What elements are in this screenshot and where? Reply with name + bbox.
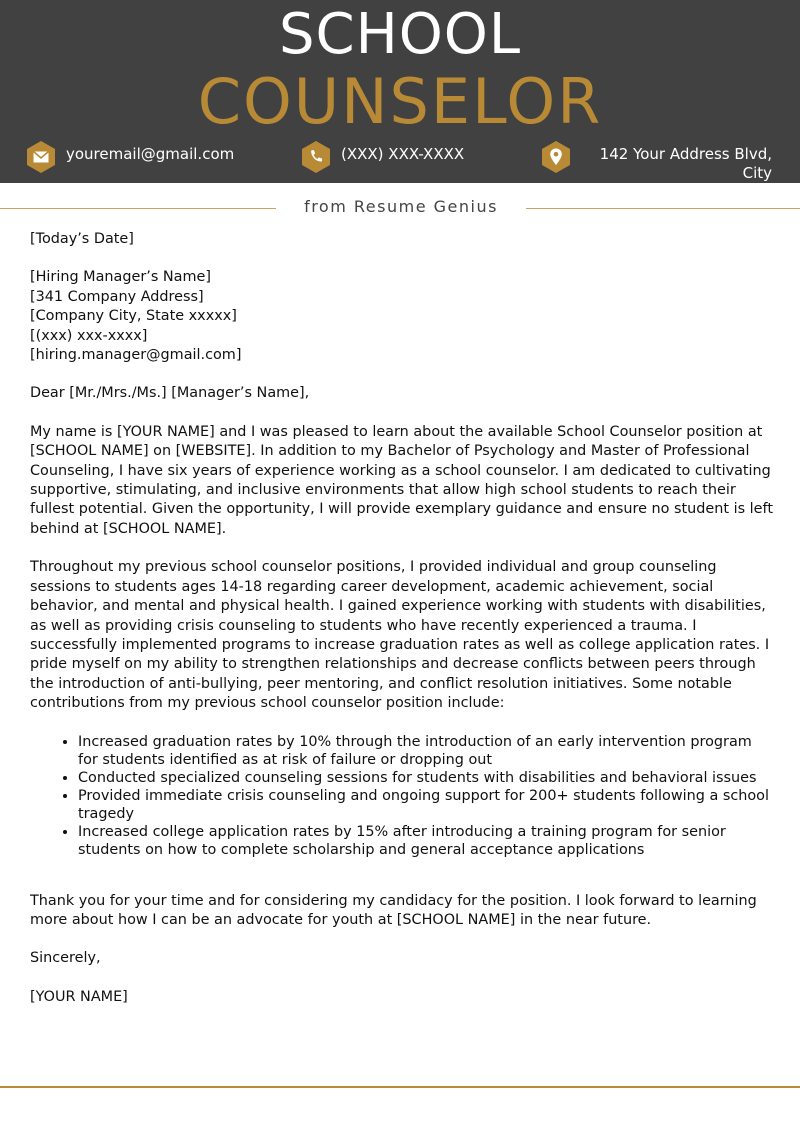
letter-body bbox=[30, 230, 775, 1007]
address-text bbox=[581, 140, 772, 202]
paragraph-experience: Throughout my previous school counselor positions, I provided individual and group counseling sessions to students ages 14-18 regarding career development, academic achievement, social behavior, and mental and physical health. I gained experience working with students with disabilities, as well as providing crisis counseling to students who have recently experienced a trauma. I successfully implemented programs to increase graduation rates as well as college application rates. I pride myself on my ability to strengthen relationships and decrease conflicts between peers through the introduction of anti-bullying, peer mentoring, and conflict resolution initiatives. Some notable contributions from my previous school counselor position include: bbox=[30, 559, 770, 712]
source-label: from Resume Genius bbox=[304, 197, 498, 216]
contact-email bbox=[26, 140, 234, 174]
name-title-line1: SCHOOL bbox=[278, 2, 522, 67]
phone-icon bbox=[301, 140, 331, 174]
header-banner bbox=[0, 0, 800, 201]
recipient-block bbox=[30, 268, 775, 365]
salutation: Dear [Mr./Mrs./Ms.] [Manager’s Name], bbox=[30, 385, 310, 402]
contact-phone bbox=[301, 140, 464, 174]
address-line2: Name, CA XXXXX bbox=[641, 183, 772, 201]
footer-rule bbox=[0, 1086, 800, 1088]
name-title-line2: COUNSELOR bbox=[197, 65, 603, 138]
list-item: • Increased college application rates by 15% after introducing a training program for senior students on how to complete scholarship and general acceptance applications bbox=[78, 823, 775, 859]
list-item: • Provided immediate crisis counseling and ongoing support for 200+ students following a school tragedy bbox=[78, 787, 775, 823]
paragraph-intro: My name is [YOUR NAME] and I was pleased to learn about the available School Counselor position at [SCHOOL NAME] on [WEBSITE]. In addition to my Bachelor of Psychology and Master of Professional Counseling, I have six years of experience working as a school counselor. I am dedicated to cultivating supportive, stimulating, and inclusive environments that allow high school students to reach their fullest potential. Given the opportunity, I will provide exemplary guidance and ensure no student is left behind at [SCHOOL NAME]. bbox=[30, 423, 773, 537]
letter-date: [Today’s Date] bbox=[30, 231, 134, 247]
closing: Sincerely, bbox=[30, 950, 101, 967]
recipient-line: [Hiring Manager’s Name] bbox=[30, 269, 211, 286]
contributions-list bbox=[30, 733, 775, 859]
email-text[interactable]: youremail@gmail.com bbox=[66, 145, 235, 163]
paragraph-closing: Thank you for your time and for considering my candidacy for the position. I look forward to learning more about how I can be an advocate for youth at [SCHOOL NAME] in the near future. bbox=[30, 892, 757, 928]
address-line1: 142 Your Address Blvd, City bbox=[599, 145, 772, 182]
phone-text: (XXX) XXX-XXXX bbox=[341, 145, 465, 163]
list-item: • Increased graduation rates by 10% through the introduction of an early intervention program for students identified as at risk of failure or dropping out bbox=[78, 733, 775, 769]
signature: [YOUR NAME] bbox=[30, 988, 128, 1005]
recipient-line: [341 Company Address] bbox=[30, 288, 204, 305]
location-pin-icon bbox=[541, 140, 571, 174]
recipient-line: [(xxx) xxx-xxxx] bbox=[30, 327, 148, 344]
recipient-line: [Company City, State xxxxx] bbox=[30, 308, 237, 325]
list-item: • Conducted specialized counseling sessions for students with disabilities and behavioral issues bbox=[78, 769, 775, 787]
divider-right bbox=[526, 208, 800, 209]
divider-left bbox=[0, 208, 276, 209]
email-icon bbox=[26, 140, 56, 174]
recipient-line: [hiring.manager@gmail.com] bbox=[30, 347, 242, 364]
contact-address bbox=[541, 140, 772, 202]
